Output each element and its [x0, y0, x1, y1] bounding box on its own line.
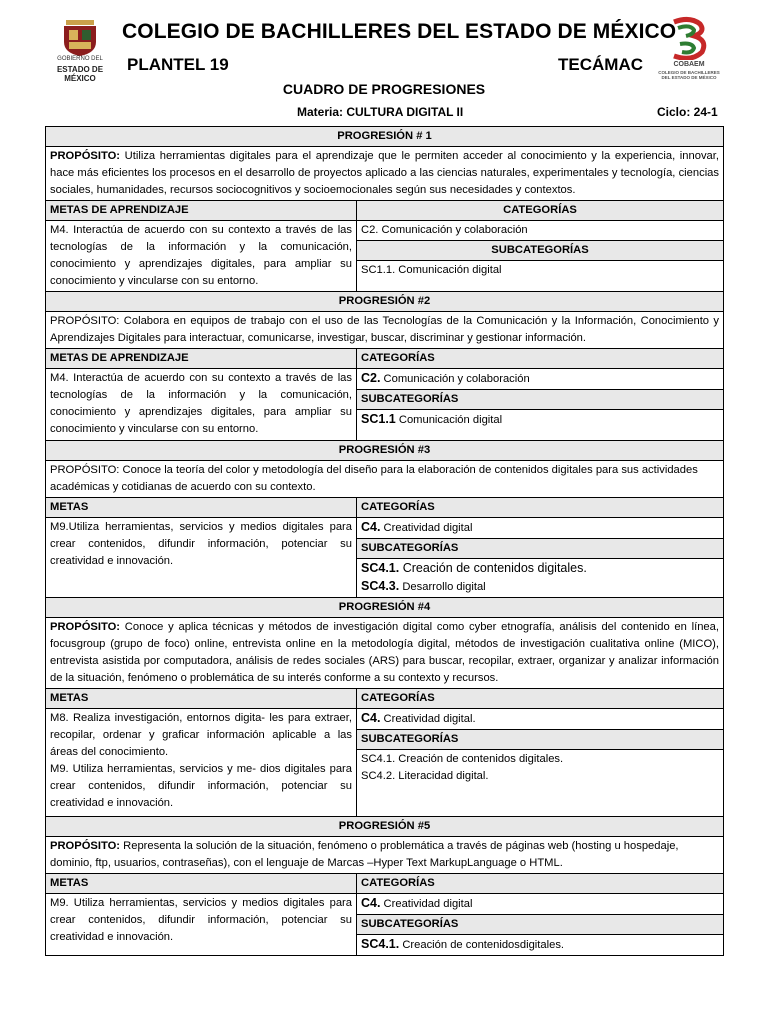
progresion-5-title: PROGRESIÓN #5	[46, 817, 724, 837]
metas-header: METAS DE APRENDIZAJE	[46, 349, 357, 369]
cobaem-logo	[654, 16, 724, 90]
categorias-header: CATEGORÍAS	[357, 498, 724, 518]
progresion-1-title: PROGRESIÓN # 1	[46, 127, 724, 147]
coat-of-arms-icon	[42, 20, 118, 56]
municipio-label: TECÁMAC	[558, 55, 643, 74]
progresion-5-proposito	[46, 837, 724, 874]
progresion-4-metas	[46, 709, 357, 817]
progresion-1-proposito	[46, 147, 724, 201]
subcategoria-item: SC4.1. Creación de contenidos digitales.	[361, 753, 564, 765]
categoria-item	[357, 221, 723, 241]
subcategoria-text: Creación de contenidosdigitales.	[399, 939, 565, 951]
progresion-2-categorias	[357, 369, 724, 441]
ciclo-label: Ciclo: 24-1	[657, 105, 718, 119]
proposito-label: PROPÓSITO:	[50, 840, 121, 852]
categoria-item	[357, 369, 723, 390]
subcategoria-item	[361, 578, 719, 596]
categoria-code: C4.	[361, 711, 381, 725]
subcategoria-code: SC1.1	[361, 412, 396, 426]
meta-item: M9. Utiliza herramientas, servicios y me- dios digitales para crear contenidos, difundir información, potenciar su creatividad e innovación.	[50, 763, 352, 809]
subcategoria-code: SC4.1.	[361, 937, 400, 951]
categoria-code: C2.	[361, 371, 381, 385]
proposito-text: Representa la solución de la situación, fenómeno o problemática a través de páginas web (hosting u hospedaje, dominio, ftp, usuarios, contraseñas), con el lenguaje de Marcas –Hyper Text MarkupLanguage o HTML.	[50, 840, 679, 869]
subcategoria-list	[357, 559, 723, 598]
metas-header: METAS DE APRENDIZAJE	[46, 201, 357, 221]
categoria-text: Comunicación y colaboración	[380, 373, 530, 385]
progresion-5-metas: M9. Utiliza herramientas, servicios y medios digitales para crear contenidos, difundir información, potenciar su creatividad e innovación.	[46, 894, 357, 956]
progresion-3-title: PROGRESIÓN #3	[46, 441, 724, 461]
subcategoria-item	[357, 410, 723, 441]
proposito-label: PROPÓSITO:	[50, 621, 121, 633]
subcategorias-header: SUBCATEGORÍAS	[357, 539, 723, 559]
proposito-label: PROPÓSITO:	[50, 150, 121, 162]
gobierno-logo-bottom: ESTADO DE MÉXICO	[56, 65, 104, 83]
categorias-subtable	[357, 518, 723, 597]
progresion-4-title: PROGRESIÓN #4	[46, 598, 724, 618]
progresion-1-metas: M4. Interactúa de acuerdo con su contexto a través de las tecnologías de la información y la comunicación, conocimiento y aprendizajes digitales, para ampliar su conocimiento y vincularse con su entorno.	[46, 221, 357, 292]
categorias-subtable	[357, 369, 723, 440]
gobierno-logo-top: GOBIERNO DEL	[57, 56, 103, 62]
gobierno-logo	[42, 20, 118, 82]
progresion-2-metas: M4. Interactúa de acuerdo con su contexto a través de las tecnologías de la información y la comunicación, conocimiento y aprendizajes digitales, para ampliar su conocimiento y vincularse con su entorno.	[46, 369, 357, 441]
categoria-item	[357, 709, 723, 730]
subcategorias-header: SUBCATEGORÍAS	[357, 730, 723, 750]
cobaem-subtitle: COLEGIO DE BACHILLERES DEL ESTADO DE MÉXICO	[658, 70, 720, 80]
categorias-subtable	[357, 894, 723, 955]
subcategoria-list	[357, 750, 723, 817]
page-title: COLEGIO DE BACHILLERES DEL ESTADO DE MÉXICO	[122, 20, 677, 43]
progresion-1-categorias	[357, 221, 724, 292]
subcategoria-item: SC4.2. Literacidad digital.	[361, 770, 489, 782]
progresion-5-categorias	[357, 894, 724, 956]
progresion-2-title: PROGRESIÓN #2	[46, 292, 724, 312]
plantel-label: PLANTEL 19	[127, 55, 229, 74]
subcategorias-header: SUBCATEGORÍAS	[357, 915, 723, 935]
categorias-subtable	[357, 709, 723, 816]
categorias-header: CATEGORÍAS	[357, 874, 724, 894]
progresion-3-metas: M9.Utiliza herramientas, servicios y medios digitales para crear contenidos, difundir información, potenciar su creatividad e innovación.	[46, 518, 357, 598]
categoria-text: Creatividad digital	[380, 898, 473, 910]
subcategorias-header: SUBCATEGORÍAS	[357, 241, 723, 261]
categorias-header: CATEGORÍAS	[357, 349, 724, 369]
progresion-4-categorias	[357, 709, 724, 817]
categoria-code: C4.	[361, 896, 381, 910]
progresion-4-proposito	[46, 618, 724, 689]
categoria-text: C2. Comunicación y colaboración	[361, 224, 528, 236]
document-header	[0, 0, 768, 124]
categoria-text: Creatividad digital.	[380, 713, 476, 725]
categoria-item	[357, 894, 723, 915]
metas-header: METAS	[46, 498, 357, 518]
metas-header: METAS	[46, 874, 357, 894]
subcategoria-text: Creación de contenidos digitales.	[399, 561, 587, 575]
subcategoria-text: Desarrollo digital	[399, 581, 486, 593]
categorias-subtable	[357, 221, 723, 291]
metas-header: METAS	[46, 689, 357, 709]
categoria-item	[357, 518, 723, 539]
meta-item: M8. Realiza investigación, entornos digita- les para extraer, recopilar, ordenar y graficar información aplicable a las áreas del conocimiento.	[50, 712, 352, 758]
subcategoria-text: Comunicación digital	[395, 414, 503, 426]
progresion-3-proposito: PROPÓSITO: Conoce la teoría del color y metodología del diseño para la elaboración de contenidos digitales para sus actividades académicas y cotidianas de acuerdo con su contexto.	[46, 461, 724, 498]
progresion-2-proposito: PROPÓSITO: Colabora en equipos de trabajo con el uso de las Tecnologías de la Comunicación y la Información, Conocimiento y Aprendizajes Digitales para interactuar, comunicarse, investigar, buscar, discriminar y gestionar información.	[46, 312, 724, 349]
categoria-text: Creatividad digital	[380, 522, 473, 534]
proposito-text: Utiliza herramientas digitales para el aprendizaje que le permiten acceder al conocimiento y la experiencia, innovar, hace más eficientes los procesos en el desarrollo de proyectos aplicado a las ciencias naturales, experimentales y tecnología, ciencias sociales, humanidades, recursos sociocognitivos y socioemocionales según sus necesidades y contextos.	[50, 150, 719, 196]
subcategoria-item	[361, 560, 719, 578]
subcategoria-code: SC4.1.	[361, 561, 400, 575]
progressions-table	[45, 126, 724, 956]
subcategoria-text: SC1.1. Comunicación digital	[361, 264, 502, 276]
categorias-header: CATEGORÍAS	[357, 689, 724, 709]
materia-label: Materia: CULTURA DIGITAL II	[297, 105, 464, 119]
subcategoria-item	[357, 261, 723, 292]
progresion-3-categorias	[357, 518, 724, 598]
categorias-header: CATEGORÍAS	[357, 201, 724, 221]
subcategoria-item	[357, 935, 723, 956]
subcategoria-code: SC4.3.	[361, 579, 400, 593]
cobaem-name: COBAEM	[673, 61, 705, 68]
proposito-text: Conoce y aplica técnicas y métodos de investigación digital como cyber etnografía, análisis del contenido en línea, focusgroup (grupo de foco) online, entrevista online en la metodología digital, métodos de investigación cualitativa online (MICO), entrevista asistida por computadora, análisis de redes sociales (ARS) para buscar, recopilar, extraer, organizar y analizar información de la situación, fenómeno o problemática de su interés conforme a su contexto y recursos.	[50, 621, 719, 684]
cobaem-b-icon	[654, 16, 724, 60]
subcategorias-header: SUBCATEGORÍAS	[357, 390, 723, 410]
doc-title: CUADRO DE PROGRESIONES	[282, 81, 486, 97]
categoria-code: C4.	[361, 520, 381, 534]
